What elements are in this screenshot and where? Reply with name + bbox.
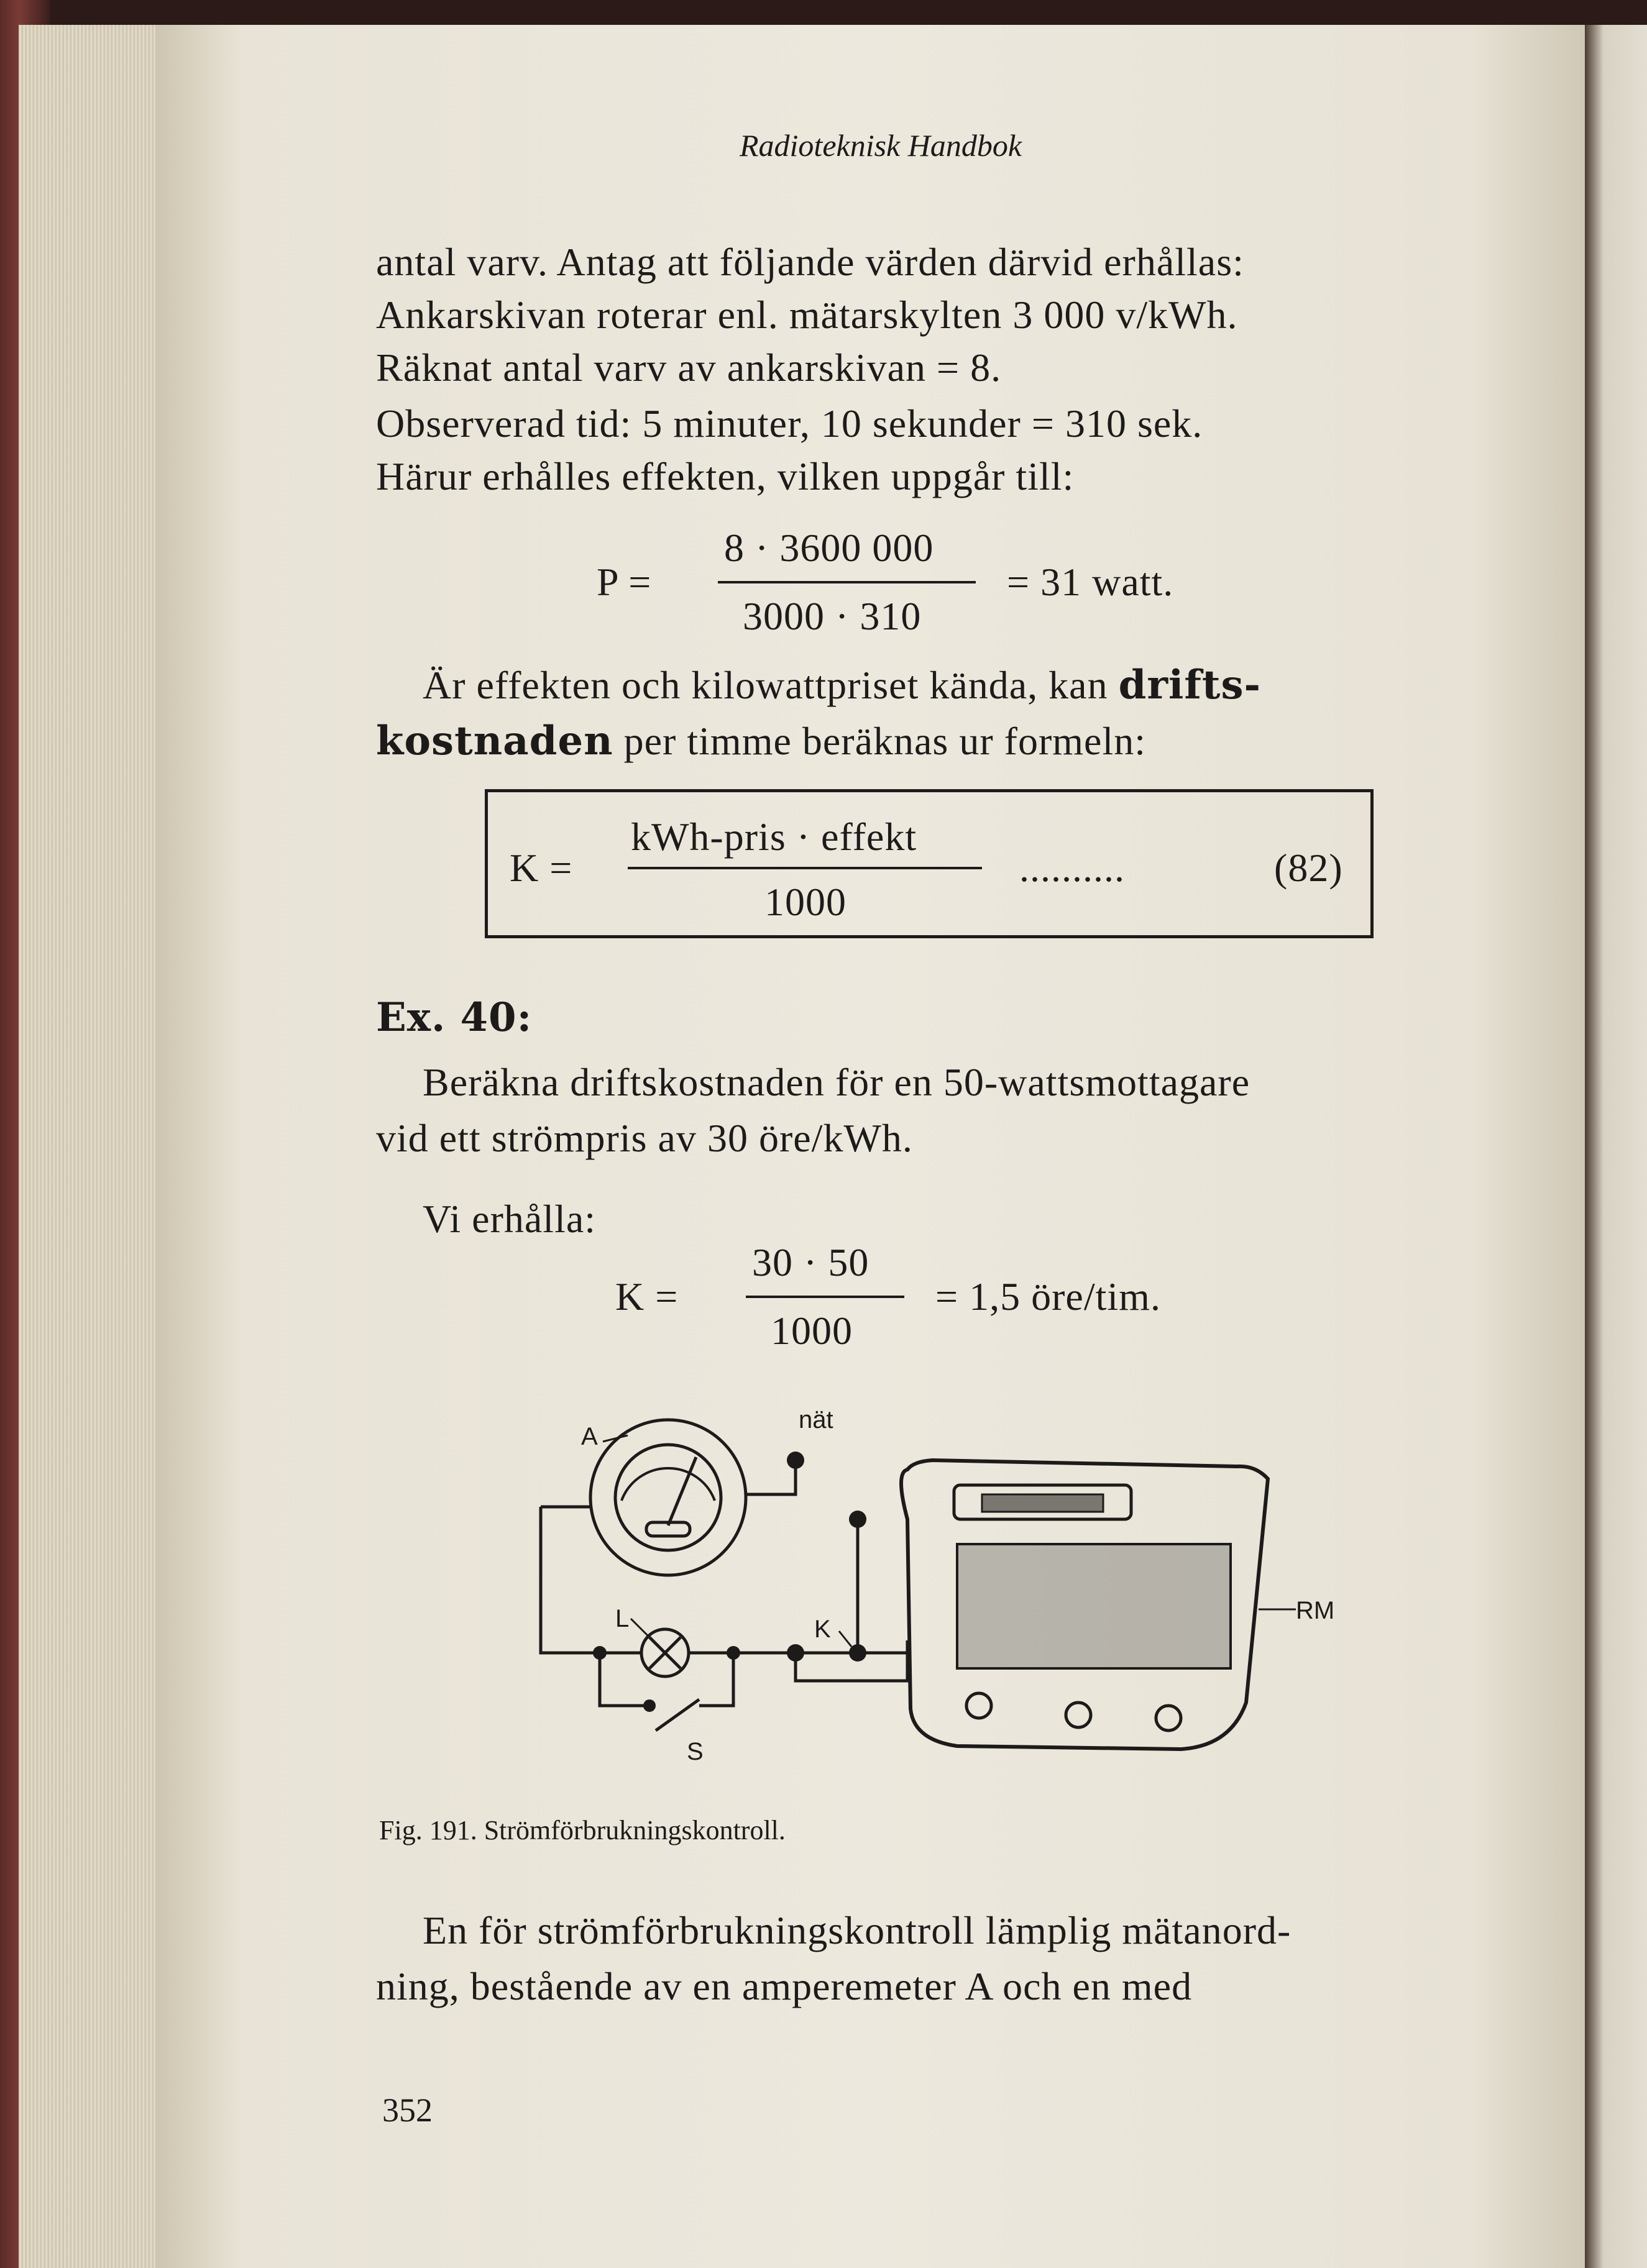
example-line: vid ett strömpris av 30 öre/kWh. bbox=[376, 1116, 913, 1160]
paragraph2-bold: drifts- bbox=[1118, 662, 1262, 708]
switch-icon bbox=[656, 1699, 699, 1731]
formula82-numerator: kWh-pris · effekt bbox=[631, 815, 917, 859]
figure-caption: Fig. 191. Strömförbrukningskontroll. bbox=[379, 1815, 786, 1845]
example-line: Beräkna driftskostnaden för en 50-wattsmottagare bbox=[423, 1060, 1250, 1104]
boxed-formula bbox=[485, 789, 1374, 938]
paragraph2-line2 bbox=[376, 718, 1146, 764]
formula1-fraction-bar bbox=[718, 581, 976, 583]
formula1-numerator: 8 · 3600 000 bbox=[724, 526, 934, 570]
example-heading: Ex. 40: bbox=[376, 994, 533, 1041]
formula82-dots: .......... bbox=[1019, 846, 1125, 890]
formula82-fraction-bar bbox=[628, 867, 982, 869]
paragraph-line: Ankarskivan roterar enl. mätarskylten 3 000 v/kWh. bbox=[376, 293, 1238, 337]
formula82-number: (82) bbox=[1274, 846, 1343, 890]
label-switch: S bbox=[687, 1738, 704, 1765]
label-mains: nät bbox=[799, 1406, 833, 1434]
paragraph3-line: En för strömförbrukningskontroll lämplig mätanord- bbox=[423, 1908, 1291, 1952]
page-number: 352 bbox=[382, 2092, 433, 2129]
formula2-rhs: = 1,5 öre/tim. bbox=[935, 1274, 1161, 1319]
formula1-lhs: P = bbox=[597, 560, 652, 604]
paragraph-line: Observerad tid: 5 minuter, 10 sekunder = 310 sek. bbox=[376, 401, 1203, 446]
label-lamp: L bbox=[615, 1605, 630, 1632]
label-receiver: RM bbox=[1296, 1597, 1335, 1624]
formula82-lhs: K = bbox=[510, 846, 573, 890]
formula2-numerator: 30 · 50 bbox=[752, 1240, 869, 1284]
formula1-rhs: = 31 watt. bbox=[1007, 560, 1174, 604]
paragraph-line: Räknat antal varv av ankarskivan = 8. bbox=[376, 345, 1002, 390]
paragraph-line: Härur erhålles effekten, vilken uppgår till: bbox=[376, 454, 1075, 498]
formula82-denominator: 1000 bbox=[764, 880, 846, 924]
circuit-figure bbox=[522, 1392, 1367, 1777]
formula1-denominator: 3000 · 310 bbox=[743, 594, 922, 638]
paragraph2-bold-term: kostnaden bbox=[376, 718, 613, 764]
paragraph2-text bbox=[423, 662, 1261, 708]
formula2-lhs: K = bbox=[615, 1274, 679, 1319]
paragraph3-line: ning, bestående av en amperemeter A och en med bbox=[376, 1964, 1193, 2008]
label-contact: K bbox=[814, 1616, 831, 1643]
formula2-fraction-bar bbox=[746, 1296, 904, 1298]
label-ammeter: A bbox=[581, 1423, 598, 1450]
paragraph-line: antal varv. Antag att följande värden därvid erhållas: bbox=[376, 240, 1244, 284]
paragraph2-normal: Är effekten och kilowattpriset kända, kan bbox=[423, 663, 1108, 707]
paragraph2-normal: per timme beräknas ur formeln: bbox=[623, 719, 1146, 763]
running-head: Radioteknisk Handbok bbox=[740, 128, 1022, 163]
formula2-denominator: 1000 bbox=[771, 1309, 853, 1353]
facing-page-edge bbox=[1585, 25, 1647, 2268]
example-line: Vi erhålla: bbox=[423, 1197, 597, 1241]
